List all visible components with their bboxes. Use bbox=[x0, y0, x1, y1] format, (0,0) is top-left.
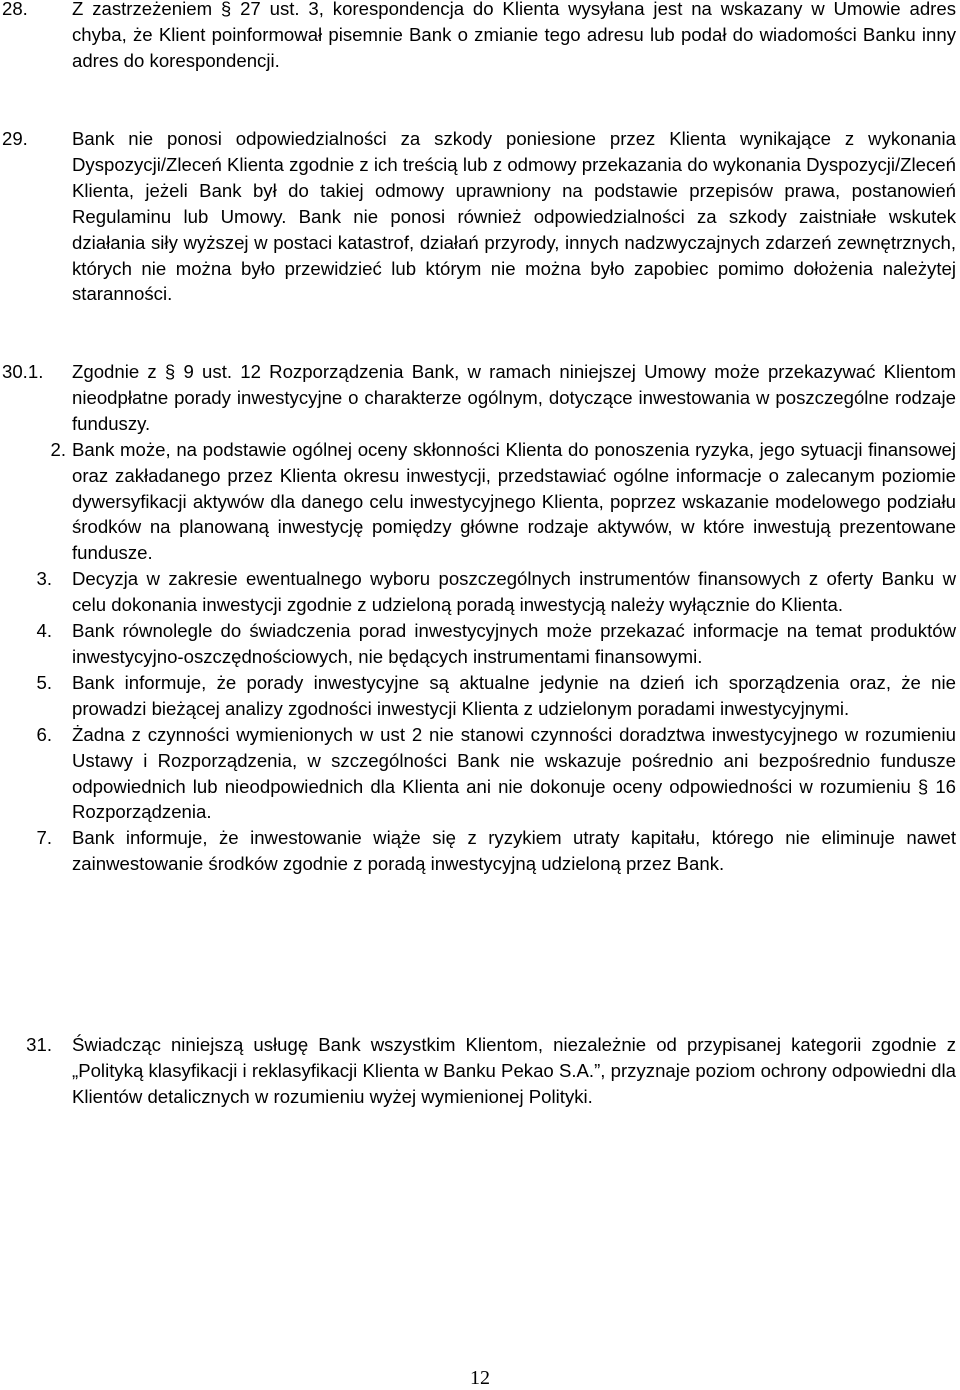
paragraph-number: 29. bbox=[2, 128, 28, 149]
paragraph-text: Bank może, na podstawie ogólnej oceny skłonności Klienta do ponoszenia ryzyka, jego sytuacji finansowej oraz zakładanego przez Klienta okresu inwestycji, przedstawiać ogólne informacje o zalecanym poziomie dywersyfikacji aktywów dla danego celu inwestycyjnego Klienta, poprzez wskazanie modelowego podziału środków na planowaną inwestycję pomiędzy główne rodzaje aktywów, w które inwestują prezentowane fundusze. bbox=[72, 438, 956, 564]
paragraph-30-7 bbox=[0, 825, 960, 877]
paragraph-text: Świadcząc niniejszą usługę Bank wszystkim Klientom, niezależnie od przypisanej kategorii zgodnie z „Polityką klasyfikacji i reklasyfikacji Klienta w Banku Pekao S.A.”, przyznaje poziom ochrony odpowiedni dla Klientów detalicznych w rozumieniu wyżej wymienionej Polityki. bbox=[72, 1034, 956, 1107]
paragraph-number: 4. bbox=[36, 620, 52, 642]
paragraph-30-3 bbox=[0, 566, 960, 618]
paragraph-text: Zgodnie z § 9 ust. 12 Rozporządzenia Bank, w ramach niniejszej Umowy może przekazywać Klientom nieodpłatne porady inwestycyjne o charakterze ogólnym, dotyczące inwestowania w poszczególne rodzaje funduszy. bbox=[72, 361, 956, 434]
paragraph-text: Bank nie ponosi odpowiedzialności za szkody poniesione przez Klienta wynikające z wykonania Dyspozycji/Zleceń Klienta zgodnie z ich treścią lub z odmowy przekazania do wykonania Dyspozycji/Zleceń Klienta, jeżeli Bank był do takiej odmowy uprawniony na podstawie przepisów prawa, postanowień Regulaminu lub Umowy. Bank nie ponosi również odpowiedzialności za szkody zaistniałe wskutek działania siły wyższej w postaci katastrof, działań przyrody, innych nadzwyczajnych zdarzeń zewnętrznych, których nie można było przewidzieć lub którym nie można było zapobiec pomimo dołożenia należytej staranności. bbox=[72, 128, 956, 305]
paragraph-30-2 bbox=[0, 437, 960, 567]
paragraph-number: 7. bbox=[36, 827, 52, 849]
page-number: 12 bbox=[470, 1367, 490, 1389]
paragraph-text: Bank informuje, że inwestowanie wiąże się z ryzykiem utraty kapitału, którego nie eliminuje nawet zainwestowanie środków zgodnie z poradą inwestycyjną udzieloną przez Bank. bbox=[72, 827, 956, 875]
section-29 bbox=[0, 126, 960, 307]
section-28 bbox=[0, 0, 960, 74]
paragraph-text: Bank informuje, że porady inwestycyjne są aktualne jedynie na dzień ich sporządzenia oraz, że nie prowadzi bieżącej analizy zgodności inwestycji Klienta z udzielonym poradami inwestycyjnymi. bbox=[72, 671, 956, 719]
paragraph-text: Z zastrzeżeniem § 27 ust. 3, korespondencja do Klienta wysyłana jest na wskazany w Umowie adres chyba, że Klient poinformował pisemnie Bank o zmianie tego adresu lub podał do wiadomości Banku inny adres do korespondencji. bbox=[72, 0, 956, 71]
paragraph-number: 30.1. bbox=[2, 361, 44, 382]
section-30 bbox=[0, 359, 960, 877]
section-31 bbox=[0, 1032, 960, 1110]
paragraph-28 bbox=[0, 0, 960, 74]
paragraph-31 bbox=[0, 1032, 960, 1110]
paragraph-30-1 bbox=[0, 359, 960, 437]
paragraph-number: 3. bbox=[36, 568, 52, 590]
paragraph-text: Żadna z czynności wymienionych w ust 2 nie stanowi czynności doradztwa inwestycyjnego w rozumieniu Ustawy i Rozporządzenia, w szczególności Bank nie wskazuje pośrednio ani bezpośrednio fundusze odpowiednich lub nieodpowiednich dla Klienta ani nie dokonuje oceny odpowiedności w rozumieniu § 16 Rozporządzenia. bbox=[72, 723, 956, 823]
paragraph-30-5 bbox=[0, 670, 960, 722]
paragraph-number: 31. bbox=[26, 1034, 52, 1055]
paragraph-number: 2. bbox=[50, 438, 66, 460]
paragraph-30-6 bbox=[0, 722, 960, 826]
paragraph-text: Decyzja w zakresie ewentualnego wyboru poszczególnych instrumentów finansowych z oferty Banku w celu dokonania inwestycji zgodnie z udzieloną poradą inwestycją należy wyłącznie do Klienta. bbox=[72, 568, 956, 616]
paragraph-29 bbox=[0, 126, 960, 307]
paragraph-30-4 bbox=[0, 618, 960, 670]
paragraph-number: 28. bbox=[2, 0, 28, 19]
paragraph-text: Bank równolegle do świadczenia porad inwestycyjnych może przekazać informacje na temat produktów inwestycyjno-oszczędnościowych, nie będących instrumentami finansowymi. bbox=[72, 620, 956, 667]
paragraph-number: 6. bbox=[36, 723, 52, 745]
paragraph-number: 5. bbox=[36, 671, 52, 693]
